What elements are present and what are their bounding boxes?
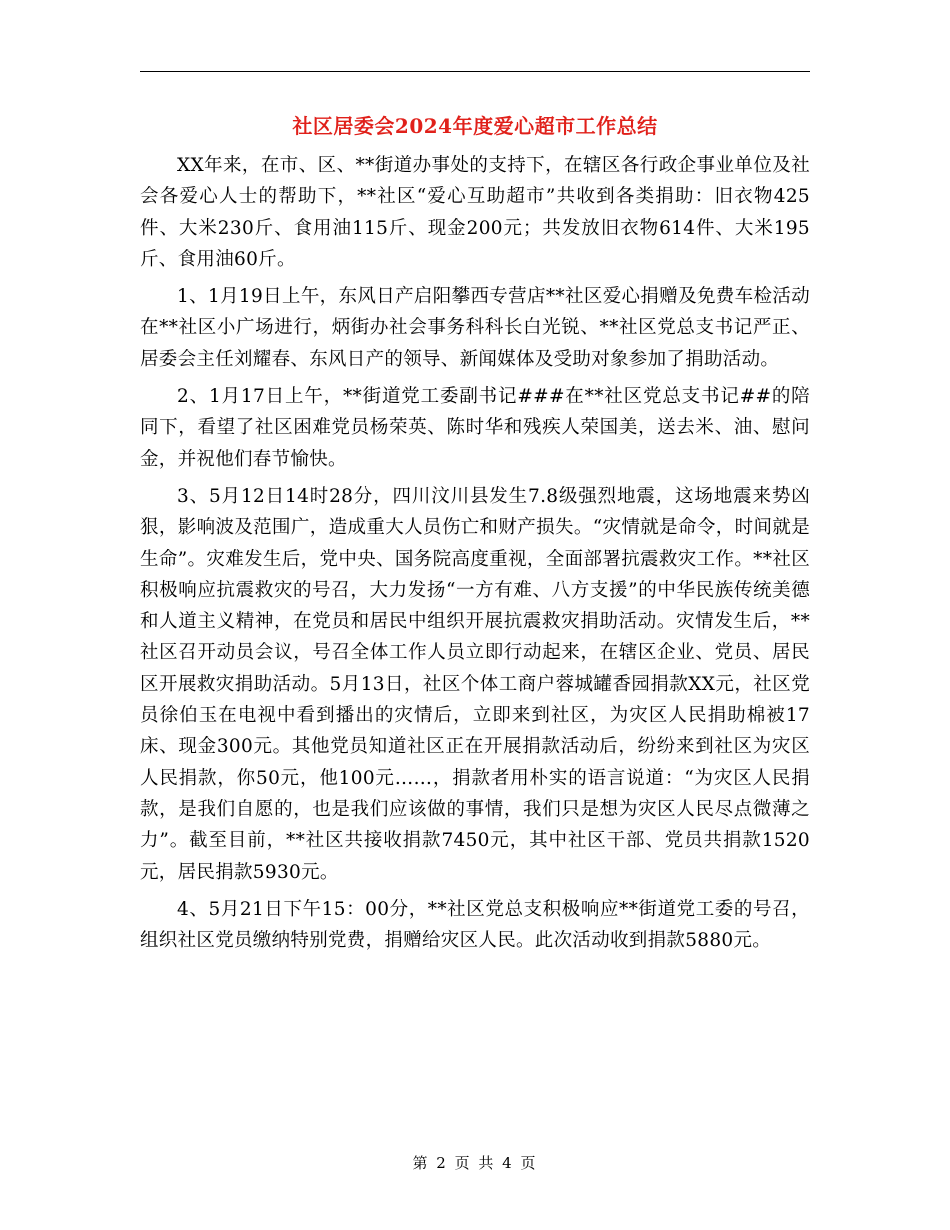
paragraph-item-4: 4、5月21日下午15：00分，**社区党总支积极响应**街道党工委的号召，组织社区党员缴纳特别党费，捐赠给灾区人民。此次活动收到捐款5880元。	[140, 898, 810, 952]
paragraph-item-2: 2、1月17日上午，**街道党工委副书记###在**社区党总支书记##的陪同下，看望了社区困难党员杨荣英、陈时华和残疾人荣国美，送去米、油、慰问金，并祝他们春节愉快。	[140, 386, 810, 470]
paragraph-item-3: 3、5月12日14时28分，四川汶川县发生7.8级强烈地震，这场地震来势凶狠，影响波及范围广，造成重大人员伤亡和财产损失。“灾情就是命令，时间就是生命”。灾难发生后，党中央、国务院高度重视，全面部署抗震救灾工作。**社区积极响应抗震救灾的号召，大力发扬“一方有难、八方支援”的中华民族传统美德和人道主义精神，在党员和居民中组织开展抗震救灾捐助活动。灾情发生后，**社区召开动员会议，号召全体工作人员立即行动起来，在辖区企业、党员、居民区开展救灾捐助活动。5月13日，社区个体工商户蓉城罐香园捐款XX元，社区党员徐伯玉在电视中看到播出的灾情后，立即来到社区，为灾区人民捐助棉被17床、现金300元。其他党员知道社区正在开展捐款活动后，纷纷来到社区为灾区人民捐款，你50元，他100元……，捐款者用朴实的语言说道：“为灾区人民捐款，是我们自愿的，也是我们应该做的事情，我们只是想为灾区人民尽点微薄之力”。截至目前，**社区共接收捐款7450元，其中社区干部、党员共捐款1520元，居民捐款5930元。	[140, 485, 810, 883]
header-rule	[140, 71, 810, 72]
document-body	[140, 150, 810, 962]
page-number: 第 2 页 共 4 页	[412, 1154, 538, 1172]
document-title: 社区居委会2024年度爱心超市工作总结	[292, 114, 658, 138]
paragraph-intro: XX年来，在市、区、**街道办事处的支持下，在辖区各行政企事业单位及社会各爱心人士的帮助下，**社区“爱心互助超市”共收到各类捐助：旧衣物425件、大米230斤、食用油115斤、现金200元；共发放旧衣物614件、大米195斤、食用油60斤。	[140, 155, 810, 270]
paragraph-item-1: 1、1月19日上午，东风日产启阳攀西专营店**社区爱心捐赠及免费车检活动在**社区小广场进行，炳街办社会事务科科长白光锐、**社区党总支书记严正、居委会主任刘耀春、东风日产的领导、新闻媒体及受助对象参加了捐助活动。	[140, 286, 810, 370]
